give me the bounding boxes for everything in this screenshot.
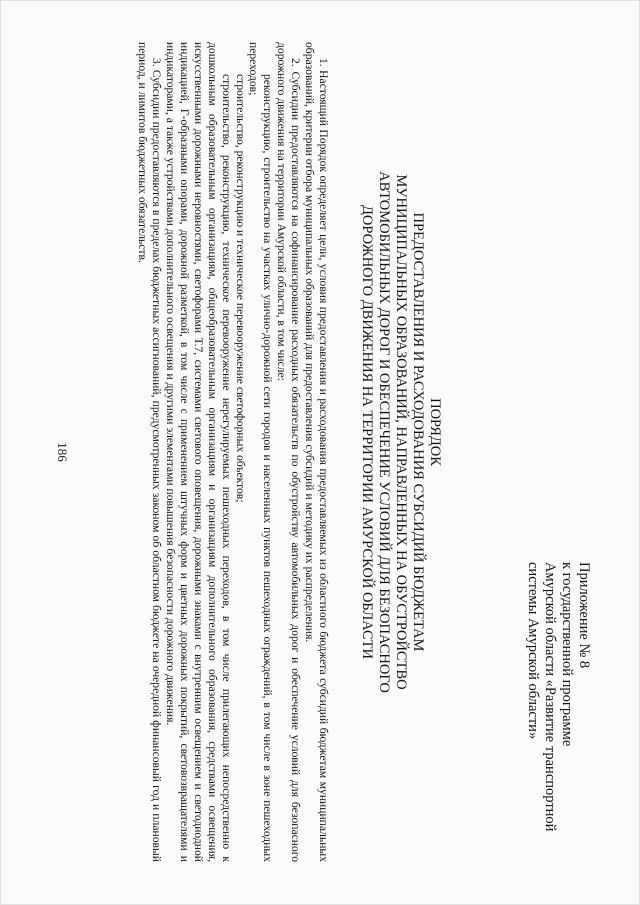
title-line: АВТОМОБИЛЬНЫХ ДОРОГ И ОБЕСПЕЧЕНИЕ УСЛОВИЙ ДЛЯ БЕЗОПАСНОГО — [376, 171, 392, 693]
paragraph: 1. Настоящий Порядок определяет цели, условия предоставления и расходования предоставляемых из областного бюджета субсидий бюджетам муниципальных образований, критерии отбора муниципальных образований для предоставления субсидий и методику их распределения. — [303, 42, 330, 862]
appendix-line: к государственной программе — [559, 562, 575, 747]
appendix-line: Приложение № 8 — [576, 562, 592, 669]
appendix-block — [524, 562, 592, 862]
title-line: ДОРОЖНОГО ДВИЖЕНИЯ НА ТЕРРИТОРИИ АМУРСКОЙ ОБЛАСТИ — [359, 205, 375, 659]
rotated-content — [78, 42, 598, 862]
title-line: ПРЕДОСТАВЛЕНИЯ И РАСХОДОВАНИЯ СУБСИДИЙ БЮДЖЕТАМ — [410, 212, 426, 652]
page-number: 186 — [55, 442, 70, 462]
title-line: ПОРЯДОК — [427, 398, 443, 466]
list-item: строительство, реконструкцию, техническое перевооружение нерегулируемых пешеходных переходов, в том числе прилегающих непосредственно к дошкольным образовательным организациям, общеобразовательным организациям и организациям дополнительного образования, средствами освещения, искусственными дорожными неровностями, светофорами Т.7, системами светового оповещения, дорожными знаками с внутренним освещением и светодиодной индикацией, Г-образными опорами, дорожной разметкой, в том числе с применением штучных форм и цветных дорожных покрытий, световозвращателями и индикаторами, а также устройствами дополнительного освещения и другими элементами повышения безопасности дорожного движения. — [164, 42, 233, 862]
list-item: реконструкцию, строительство на участках улично-дорожной сети городов и населенных пунктов пешеходных ограждений, в том числе в зоне пешеходных переходов; — [247, 42, 275, 862]
appendix-line: Амурской области «Развитие транспортной — [542, 562, 558, 832]
list-item: строительство, реконструкцию и техническое перевооружение светофорных объектов; — [233, 74, 247, 503]
appendix-line: системы Амурской области» — [525, 562, 541, 740]
paragraph: 3. Субсидии предоставляются в пределах бюджетных ассигнований, предусмотренных законом об областном бюджете на очередной финансовый год и плановый период, и лимитов бюджетных обязательств. — [136, 42, 164, 862]
paragraph: 2. Субсидии предоставляются на софинансирование расходных обязательств по обустройству автомобильных дорог и обеспечение условий для безопасного дорожного движения на территории Амурской области, в том числе: — [275, 42, 303, 862]
document-title — [358, 132, 443, 732]
document-body — [135, 42, 330, 862]
title-line: МУНИЦИПАЛЬНЫХ ОБРАЗОВАНИЙ, НАПРАВЛЕННЫХ НА ОБУСТРОЙСТВО — [393, 174, 409, 690]
